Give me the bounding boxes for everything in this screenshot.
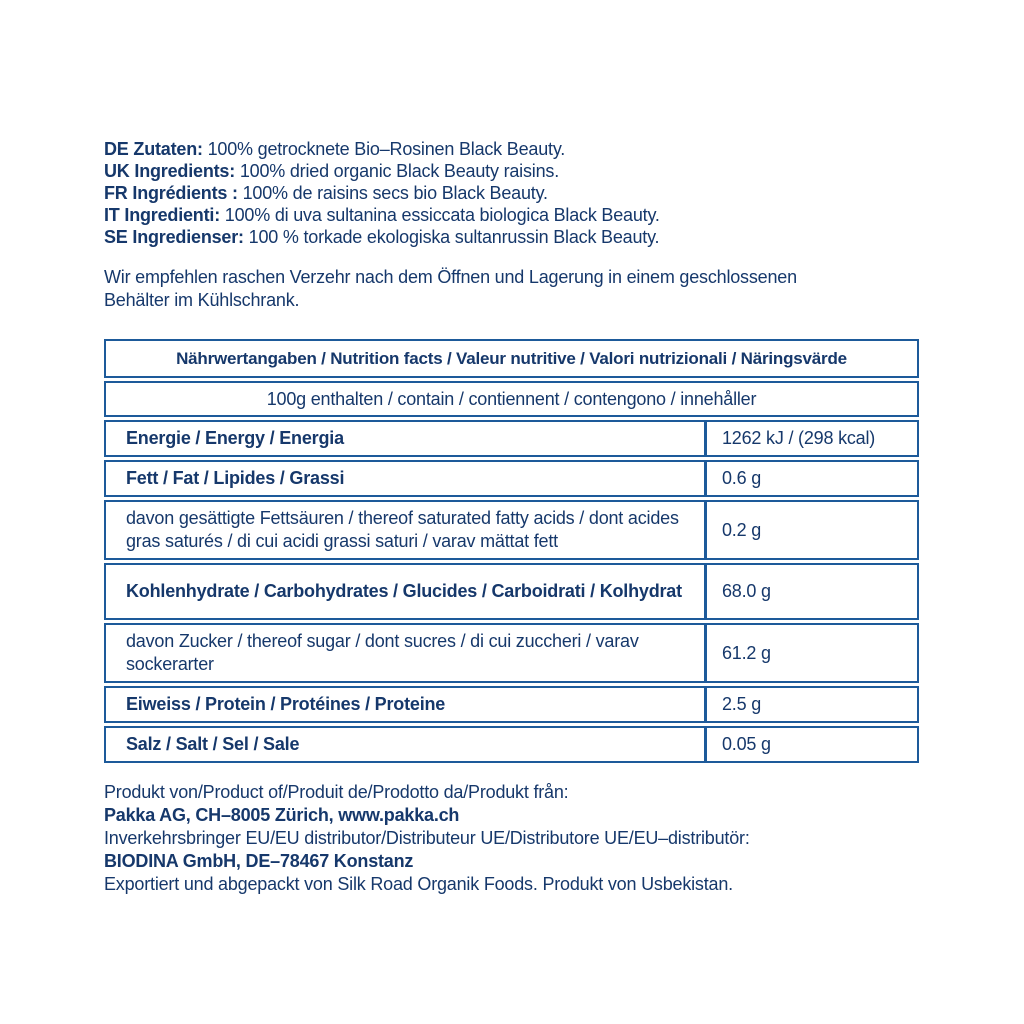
row-value: 68.0 g	[704, 565, 917, 618]
ingredients-section	[104, 138, 919, 248]
table-title-row	[104, 339, 919, 378]
table-subtitle-row	[104, 381, 919, 417]
ingredient-text-uk: 100% dried organic Black Beauty raisins.	[235, 161, 559, 181]
ingredient-text-se: 100 % torkade ekologiska sultanrussin Black Beauty.	[243, 227, 660, 247]
table-subtitle: 100g enthalten / contain / contiennent / contengono / innehåller	[266, 388, 757, 409]
ingredient-prefix-fr: FR Ingrédients :	[104, 183, 238, 203]
row-value: 61.2 g	[704, 625, 917, 681]
ingredient-text-de: 100% getrocknete Bio–Rosinen Black Beauty.	[202, 139, 566, 159]
ingredient-line-de	[104, 138, 919, 160]
ingredient-line-se	[104, 226, 919, 248]
row-value: 0.2 g	[704, 502, 917, 558]
ingredient-text-it: 100% di uva sultanina essiccata biologica Black Beauty.	[220, 205, 660, 225]
footer-section	[104, 781, 919, 896]
row-label: Fett / Fat / Lipides / Grassi	[126, 468, 345, 488]
row-label: davon Zucker / thereof sugar / dont sucres / di cui zuccheri / varav sockerarter	[126, 631, 639, 674]
footer-line-export-origin: Exportiert und abgepackt von Silk Road Organik Foods. Produkt von Usbekistan.	[104, 874, 733, 894]
row-label: Eiweiss / Protein / Protéines / Proteine	[126, 694, 446, 714]
row-value: 1262 kJ / (298 kcal)	[704, 422, 917, 455]
table-row-protein	[104, 686, 919, 723]
ingredient-line-uk	[104, 160, 919, 182]
row-value: 2.5 g	[704, 688, 917, 721]
nutrition-table	[104, 339, 919, 763]
footer-line-producer: Pakka AG, CH–8005 Zürich, www.pakka.ch	[104, 805, 460, 825]
table-row-sugar	[104, 623, 919, 683]
table-row-carbohydrates	[104, 563, 919, 620]
footer-line-distributor-label: Inverkehrsbringer EU/EU distributor/Distributeur UE/Distributore UE/EU–distributör:	[104, 828, 750, 848]
row-label: Energie / Energy / Energia	[126, 428, 344, 448]
ingredient-prefix-it: IT Ingredienti:	[104, 205, 220, 225]
nutrition-label	[104, 138, 919, 896]
table-row-energy	[104, 420, 919, 457]
row-label: Kohlenhydrate / Carbohydrates / Glucides / Carboidrati / Kolhydrat	[126, 581, 682, 601]
ingredient-prefix-uk: UK Ingredients:	[104, 161, 236, 181]
table-row-salt	[104, 726, 919, 763]
ingredient-prefix-se: SE Ingredienser:	[104, 227, 244, 247]
row-label: Salz / Salt / Sel / Sale	[126, 734, 300, 754]
table-row-saturated-fat	[104, 500, 919, 560]
footer-line-product-of: Produkt von/Product of/Produit de/Prodotto da/Produkt från:	[104, 782, 569, 802]
ingredient-text-fr: 100% de raisins secs bio Black Beauty.	[237, 183, 548, 203]
ingredient-prefix-de: DE Zutaten:	[104, 139, 203, 159]
row-value: 0.05 g	[704, 728, 917, 761]
ingredient-line-it	[104, 204, 919, 226]
row-label: davon gesättigte Fettsäuren / thereof saturated fatty acids / dont acides gras saturés / di cui acidi grassi saturi / varav mättat fett	[126, 508, 679, 551]
footer-line-distributor: BIODINA GmbH, DE–78467 Konstanz	[104, 851, 414, 871]
storage-note: Wir empfehlen raschen Verzehr nach dem Öffnen und Lagerung in einem geschlossenen Behälter im Kühlschrank.	[104, 267, 797, 310]
ingredient-line-fr	[104, 182, 919, 204]
table-row-fat	[104, 460, 919, 497]
row-value: 0.6 g	[704, 462, 917, 495]
table-title: Nährwertangaben / Nutrition facts / Valeur nutritive / Valori nutrizionali / Näringsvärde	[176, 348, 847, 368]
